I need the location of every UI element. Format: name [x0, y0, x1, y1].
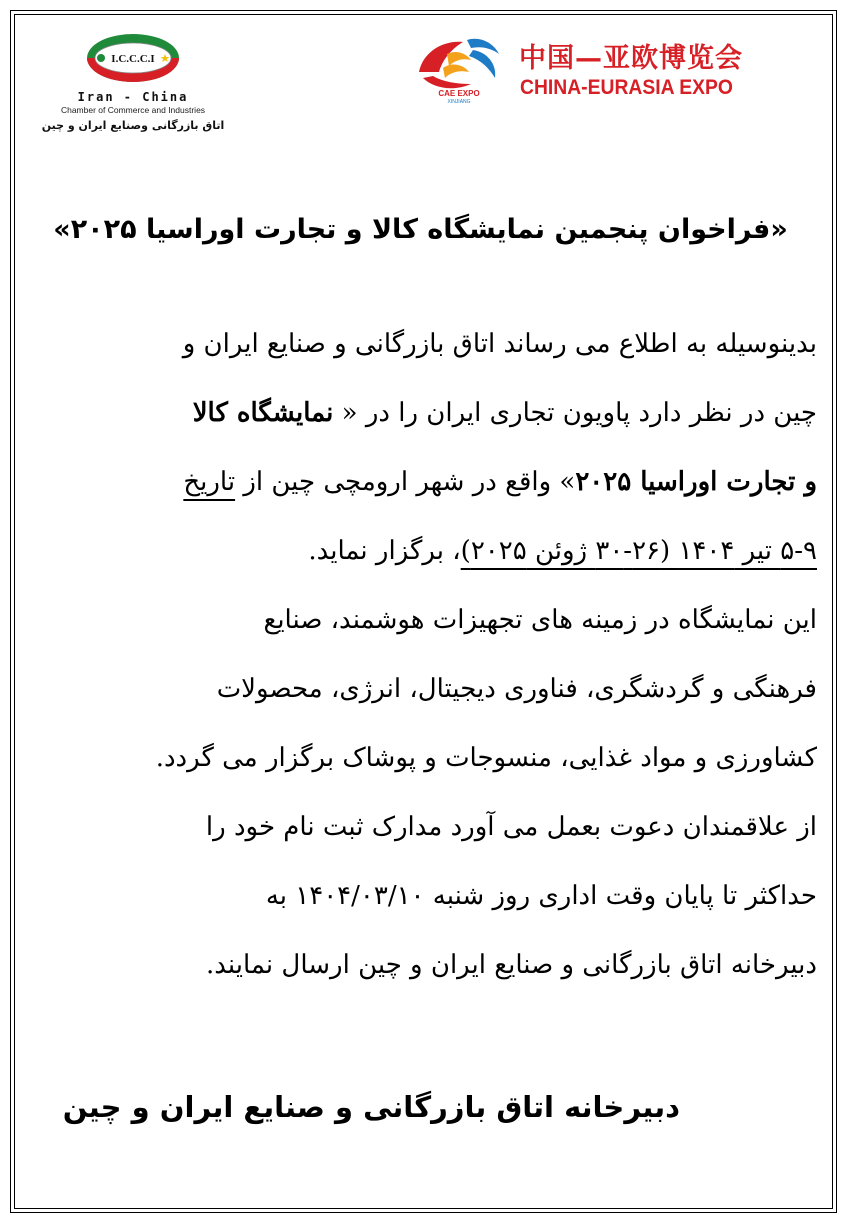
body-text: بدینوسیله به اطلاع می رساند اتاق بازرگانی و صنایع ایران و [182, 329, 817, 359]
body-line [34, 931, 817, 1000]
china-eurasia-expo-logo [413, 32, 803, 104]
body-line [34, 379, 817, 448]
body-text: از علاقمندان دعوت بعمل می آورد مدارک ثبت نام خود را [205, 812, 817, 842]
exhibition-name-bold: و تجارت اوراسیا ۲۰۲۵ [575, 467, 817, 497]
iccci-name-en: Iran - China [77, 90, 189, 104]
body-line [34, 862, 817, 931]
date-underlined: تاریخ [183, 467, 236, 497]
body-text: این نمایشگاه در زمینه های تجهیزات هوشمند، صنایع [263, 605, 817, 635]
body-text: دبیرخانه اتاق بازرگانی و صنایع ایران و چین ارسال نمایند. [205, 950, 817, 980]
body-text: حداکثر تا پایان وقت اداری روز شنبه ۱۴۰۴/۰۳/۱۰ به [265, 881, 817, 911]
cae-expo-mark-icon [413, 32, 509, 104]
iccci-subtitle-en: Chamber of Commerce and Industries [60, 105, 206, 115]
body-line [34, 586, 817, 655]
exhibition-name-bold: نمایشگاه کالا [192, 398, 334, 428]
body-line [34, 655, 817, 724]
body-text: کشاورزی و مواد غذایی، منسوجات و پوشاک برگزار می گردد. [155, 743, 817, 773]
page-title: «فراخوان پنجمین نمایشگاه کالا و تجارت اوراسیا ۲۰۲۵» [53, 214, 788, 245]
body-text: چین در نظر دارد پاویون تجاری ایران را در « [333, 398, 817, 428]
signature-secretariat: دبیرخانه اتاق بازرگانی و صنایع ایران و چین [62, 1090, 680, 1124]
cae-mark-text: CAE EXPO [438, 89, 480, 98]
date-underlined: ۵-۹ تیر ۱۴۰۴ (۲۶-۳۰ ژوئن ۲۰۲۵) [460, 536, 817, 566]
body-text: فرهنگی و گردشگری، فناوری دیجیتال، انرژی، محصولات [216, 674, 817, 704]
iccci-logo [28, 30, 238, 150]
iccci-emblem-text: I.C.C.C.I [111, 53, 155, 65]
body-line [34, 517, 817, 586]
expo-name-cn: 中国—亚欧博览会 [519, 43, 743, 74]
iccci-name-fa: اتاق بازرگانی وصنایع ایران و چین [41, 119, 225, 132]
cae-mark-subtext: XINJIANG [447, 99, 471, 104]
body-line [34, 310, 817, 379]
announcement-body [34, 310, 817, 1000]
expo-name-en: CHINA-EURASIA EXPO [520, 76, 733, 99]
body-text: » واقع در شهر ارومچی چین از [235, 467, 576, 497]
body-line [34, 448, 817, 517]
body-text: ، برگزار نماید. [308, 536, 461, 566]
iccci-emblem-icon [81, 30, 185, 86]
body-line [34, 724, 817, 793]
body-line [34, 793, 817, 862]
